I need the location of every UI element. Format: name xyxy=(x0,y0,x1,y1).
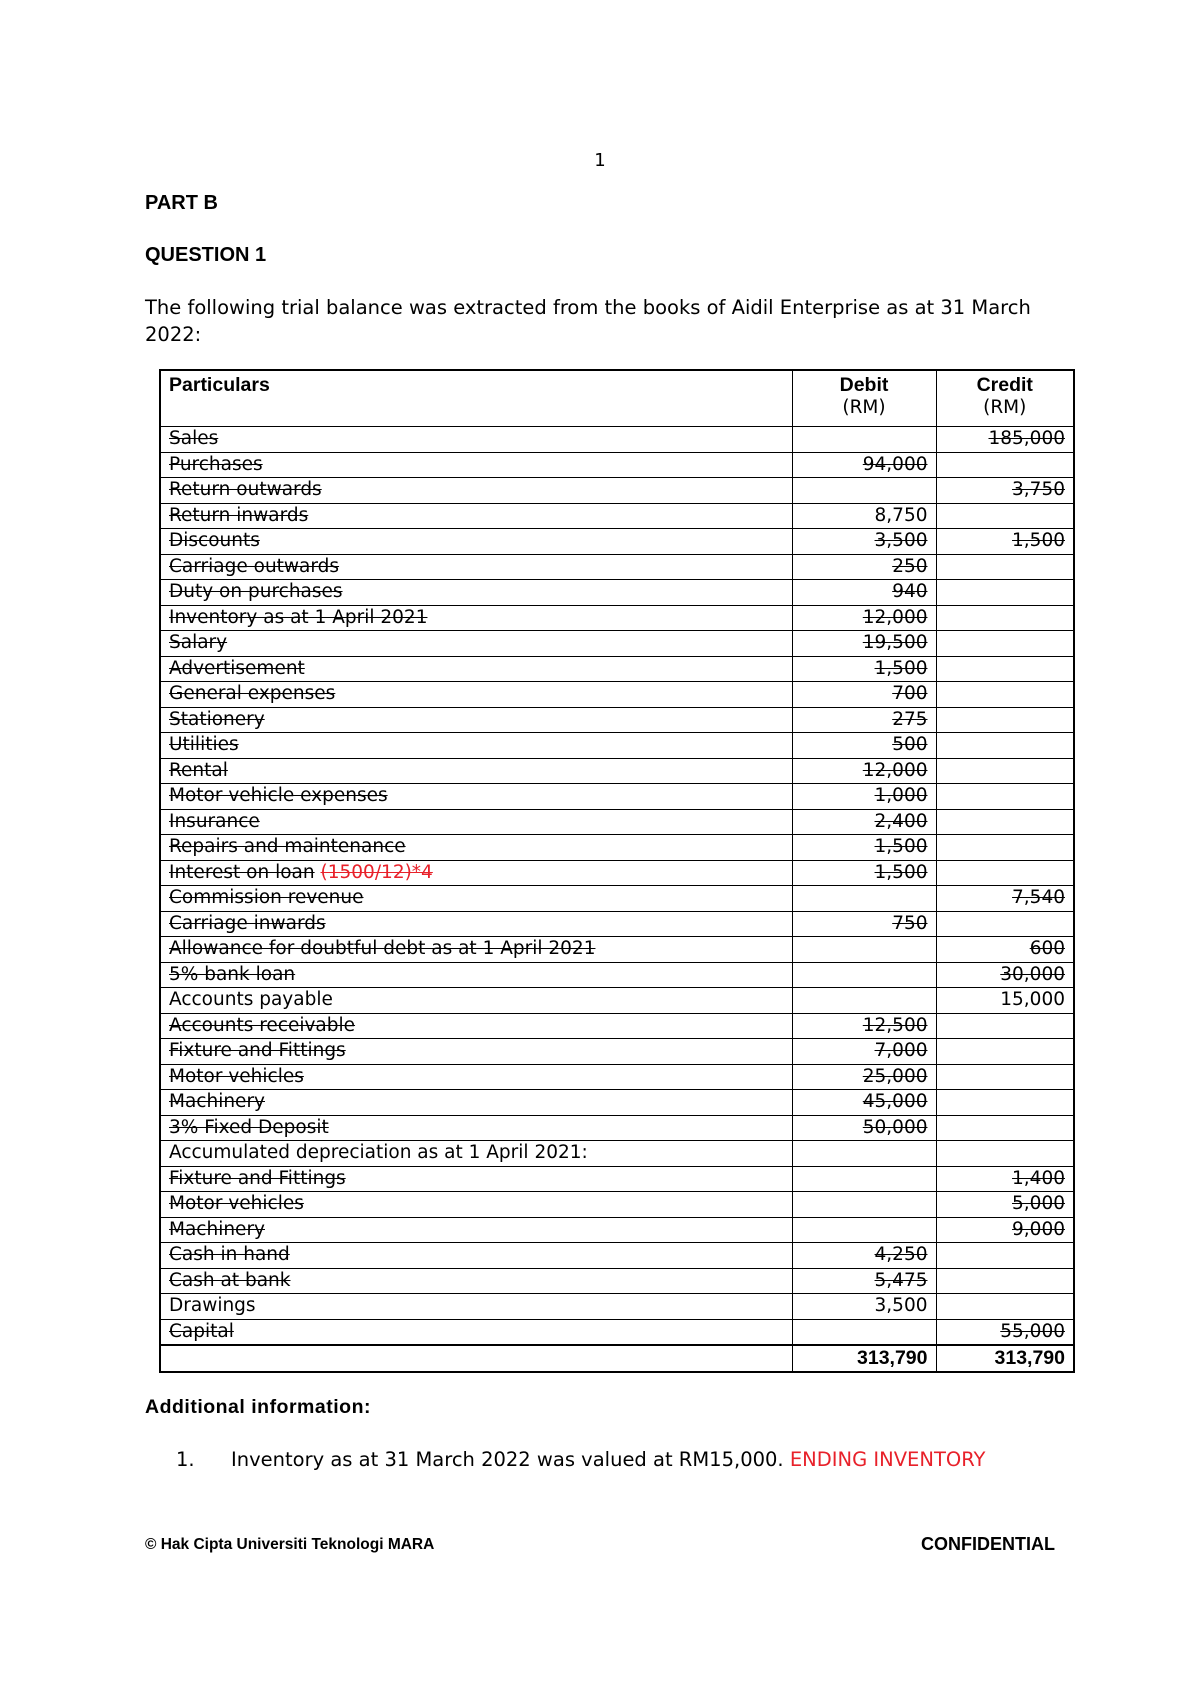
particular-text: 5% bank loan xyxy=(169,963,296,985)
credit-cell xyxy=(936,1243,1074,1269)
table-row xyxy=(160,1319,1074,1345)
debit-cell xyxy=(792,1294,936,1320)
credit-value: 1,500 xyxy=(1012,530,1065,552)
question-heading: QUESTION 1 xyxy=(145,244,267,266)
debit-cell xyxy=(792,1319,936,1345)
total-label-cell xyxy=(160,1345,792,1372)
particular-cell xyxy=(160,1268,792,1294)
table-row xyxy=(160,1217,1074,1243)
particular-text: Accounts receivable xyxy=(169,1014,356,1036)
debit-value: 2,400 xyxy=(874,810,928,832)
particular-text: Repairs and maintenance xyxy=(169,836,406,858)
credit-cell xyxy=(936,427,1074,453)
table-row xyxy=(160,886,1074,912)
header-debit xyxy=(792,370,936,427)
table-row xyxy=(160,758,1074,784)
credit-value: 15,000 xyxy=(1000,989,1065,1011)
credit-cell xyxy=(936,529,1074,555)
debit-value: 3,500 xyxy=(874,530,928,552)
debit-cell xyxy=(792,605,936,631)
credit-cell xyxy=(936,631,1074,657)
credit-cell xyxy=(936,554,1074,580)
debit-cell xyxy=(792,937,936,963)
debit-cell xyxy=(792,554,936,580)
particular-text: Motor vehicle expenses xyxy=(169,785,388,807)
credit-cell xyxy=(936,1268,1074,1294)
debit-value: 5,475 xyxy=(874,1269,928,1291)
particular-cell xyxy=(160,1090,792,1116)
particular-cell xyxy=(160,452,792,478)
debit-cell xyxy=(792,1192,936,1218)
particular-cell xyxy=(160,1166,792,1192)
credit-cell xyxy=(936,962,1074,988)
particular-cell xyxy=(160,656,792,682)
debit-value: 25,000 xyxy=(862,1065,928,1087)
particular-text: Carriage inwards xyxy=(169,912,326,934)
particular-cell xyxy=(160,1192,792,1218)
table-body xyxy=(160,427,1074,1346)
table-row xyxy=(160,937,1074,963)
particular-cell xyxy=(160,1039,792,1065)
credit-value: 3,750 xyxy=(1012,479,1065,501)
debit-cell xyxy=(792,809,936,835)
particular-cell xyxy=(160,631,792,657)
header-credit-label: Credit xyxy=(976,374,1033,396)
particular-text: Accounts payable xyxy=(169,989,333,1011)
particular-cell xyxy=(160,860,792,886)
table-row xyxy=(160,529,1074,555)
credit-cell xyxy=(936,860,1074,886)
table-row xyxy=(160,631,1074,657)
particular-cell xyxy=(160,427,792,453)
debit-cell xyxy=(792,1090,936,1116)
debit-value: 7,000 xyxy=(874,1040,928,1062)
particular-cell xyxy=(160,809,792,835)
particular-text: Commission revenue xyxy=(169,887,364,909)
particular-text: Cash in hand xyxy=(169,1244,290,1266)
particular-cell xyxy=(160,1141,792,1167)
particular-text: Drawings xyxy=(169,1295,256,1317)
particular-cell xyxy=(160,682,792,708)
debit-cell xyxy=(792,503,936,529)
particular-text: Fixture and Fittings xyxy=(169,1167,346,1189)
credit-cell xyxy=(936,1039,1074,1065)
particular-text: Return outwards xyxy=(169,479,322,501)
particular-cell xyxy=(160,784,792,810)
table-row xyxy=(160,1090,1074,1116)
table-header-row xyxy=(160,370,1074,427)
particular-annotation: (1500/12)*4 xyxy=(320,861,433,883)
trial-balance-table xyxy=(159,369,1075,1373)
debit-cell xyxy=(792,1013,936,1039)
credit-value: 55,000 xyxy=(1000,1320,1065,1342)
debit-value: 250 xyxy=(892,555,928,577)
particular-cell xyxy=(160,554,792,580)
particular-text: Salary xyxy=(169,632,228,654)
debit-value: 1,500 xyxy=(874,861,928,883)
debit-cell xyxy=(792,529,936,555)
header-debit-unit: (RM) xyxy=(842,397,886,418)
table-row xyxy=(160,784,1074,810)
table-row xyxy=(160,733,1074,759)
credit-cell xyxy=(936,886,1074,912)
debit-cell xyxy=(792,1268,936,1294)
table-row xyxy=(160,988,1074,1014)
debit-value: 12,000 xyxy=(862,759,928,781)
debit-cell xyxy=(792,860,936,886)
credit-value: 5,000 xyxy=(1012,1193,1065,1215)
debit-value: 500 xyxy=(892,734,928,756)
table-row xyxy=(160,707,1074,733)
credit-cell xyxy=(936,1115,1074,1141)
particular-cell xyxy=(160,962,792,988)
header-particulars xyxy=(160,370,792,427)
debit-cell xyxy=(792,631,936,657)
debit-cell xyxy=(792,1166,936,1192)
credit-cell xyxy=(936,1166,1074,1192)
particular-text: Advertisement xyxy=(169,657,305,679)
table-row xyxy=(160,1039,1074,1065)
debit-cell xyxy=(792,988,936,1014)
debit-value: 275 xyxy=(892,708,928,730)
header-particulars-label: Particulars xyxy=(169,374,270,396)
debit-value: 1,500 xyxy=(874,657,928,679)
credit-cell xyxy=(936,682,1074,708)
table-row xyxy=(160,605,1074,631)
table-row xyxy=(160,835,1074,861)
credit-value: 7,540 xyxy=(1012,887,1065,909)
debit-cell xyxy=(792,656,936,682)
debit-value: 700 xyxy=(892,683,928,705)
table-row xyxy=(160,580,1074,606)
table-row xyxy=(160,809,1074,835)
header-debit-label: Debit xyxy=(839,374,889,396)
particular-cell xyxy=(160,988,792,1014)
debit-value: 50,000 xyxy=(862,1116,928,1138)
table-row xyxy=(160,682,1074,708)
credit-cell xyxy=(936,758,1074,784)
credit-cell xyxy=(936,1064,1074,1090)
intro-paragraph: The following trial balance was extracted from the books of Aidil Enterprise as at 31 March 2022: xyxy=(145,296,1031,346)
particular-cell xyxy=(160,937,792,963)
table-row xyxy=(160,1013,1074,1039)
credit-cell xyxy=(936,835,1074,861)
footer-copyright: © Hak Cipta Universiti Teknologi MARA xyxy=(145,1536,435,1553)
table-row xyxy=(160,1192,1074,1218)
debit-value: 8,750 xyxy=(874,504,928,526)
particular-text: Motor vehicles xyxy=(169,1065,304,1087)
credit-cell xyxy=(936,911,1074,937)
list-item xyxy=(231,1448,985,1471)
debit-cell xyxy=(792,1141,936,1167)
particular-cell xyxy=(160,1243,792,1269)
particular-cell xyxy=(160,580,792,606)
debit-cell xyxy=(792,733,936,759)
table-row xyxy=(160,656,1074,682)
credit-cell xyxy=(936,1013,1074,1039)
debit-cell xyxy=(792,911,936,937)
debit-cell xyxy=(792,452,936,478)
credit-value: 1,400 xyxy=(1012,1167,1065,1189)
table-row xyxy=(160,962,1074,988)
credit-cell xyxy=(936,605,1074,631)
credit-value: 185,000 xyxy=(988,428,1065,450)
particular-text: Fixture and Fittings xyxy=(169,1040,346,1062)
total-row xyxy=(160,1345,1074,1372)
total-credit: 313,790 xyxy=(936,1345,1074,1372)
credit-value: 30,000 xyxy=(1000,963,1065,985)
credit-cell xyxy=(936,733,1074,759)
debit-cell xyxy=(792,682,936,708)
particular-text: Inventory as at 1 April 2021 xyxy=(169,606,428,628)
credit-cell xyxy=(936,478,1074,504)
credit-cell xyxy=(936,580,1074,606)
credit-cell xyxy=(936,656,1074,682)
debit-cell xyxy=(792,1115,936,1141)
credit-cell xyxy=(936,1192,1074,1218)
particular-cell xyxy=(160,911,792,937)
total-debit: 313,790 xyxy=(792,1345,936,1372)
table-row xyxy=(160,1268,1074,1294)
credit-cell xyxy=(936,1090,1074,1116)
credit-cell xyxy=(936,452,1074,478)
particular-cell xyxy=(160,1013,792,1039)
particular-text: Insurance xyxy=(169,810,260,832)
list-item-text: Inventory as at 31 March 2022 was valued at RM15,000. xyxy=(231,1448,784,1471)
particular-text: Stationery xyxy=(169,708,265,730)
debit-cell xyxy=(792,707,936,733)
table-row xyxy=(160,1115,1074,1141)
particular-cell xyxy=(160,733,792,759)
particular-text: Capital xyxy=(169,1320,234,1342)
header-credit-unit: (RM) xyxy=(983,397,1027,418)
part-heading: PART B xyxy=(145,192,218,214)
debit-cell xyxy=(792,1243,936,1269)
table-row xyxy=(160,1243,1074,1269)
particular-text: General expenses xyxy=(169,683,336,705)
particular-cell xyxy=(160,605,792,631)
header-credit xyxy=(936,370,1074,427)
credit-cell xyxy=(936,937,1074,963)
debit-cell xyxy=(792,1064,936,1090)
table-row xyxy=(160,427,1074,453)
debit-value: 750 xyxy=(892,912,928,934)
particular-cell xyxy=(160,707,792,733)
particular-text: Accumulated depreciation as at 1 April 2021: xyxy=(169,1142,588,1164)
debit-value: 12,000 xyxy=(862,606,928,628)
credit-value: 9,000 xyxy=(1012,1218,1065,1240)
debit-value: 94,000 xyxy=(862,453,928,475)
table-row xyxy=(160,860,1074,886)
debit-cell xyxy=(792,427,936,453)
debit-cell xyxy=(792,1217,936,1243)
particular-text: Return inwards xyxy=(169,504,309,526)
credit-cell xyxy=(936,1319,1074,1345)
debit-cell xyxy=(792,886,936,912)
particular-text: Cash at bank xyxy=(169,1269,291,1291)
footer-confidential: CONFIDENTIAL xyxy=(921,1534,1055,1554)
credit-cell xyxy=(936,1217,1074,1243)
additional-information-heading: Additional information: xyxy=(145,1396,371,1418)
particular-cell xyxy=(160,1319,792,1345)
particular-cell xyxy=(160,1294,792,1320)
debit-cell xyxy=(792,835,936,861)
credit-cell xyxy=(936,809,1074,835)
particular-text: Utilities xyxy=(169,734,239,756)
debit-cell xyxy=(792,962,936,988)
particular-text: Interest on loan xyxy=(169,861,315,883)
table-row xyxy=(160,478,1074,504)
particular-text: Motor vehicles xyxy=(169,1193,304,1215)
debit-cell xyxy=(792,784,936,810)
credit-cell xyxy=(936,784,1074,810)
particular-cell xyxy=(160,478,792,504)
credit-cell xyxy=(936,988,1074,1014)
table-row xyxy=(160,911,1074,937)
table-row xyxy=(160,1166,1074,1192)
particular-text: Rental xyxy=(169,759,228,781)
particular-text: Machinery xyxy=(169,1218,265,1240)
particular-cell xyxy=(160,1217,792,1243)
particular-text: Duty on purchases xyxy=(169,581,343,603)
table-row xyxy=(160,452,1074,478)
particular-cell xyxy=(160,835,792,861)
particular-cell xyxy=(160,1115,792,1141)
particular-text: Machinery xyxy=(169,1091,265,1113)
table-row xyxy=(160,1141,1074,1167)
debit-value: 3,500 xyxy=(874,1295,928,1317)
credit-cell xyxy=(936,1294,1074,1320)
particular-text: Purchases xyxy=(169,453,263,475)
particular-text: 3% Fixed Deposit xyxy=(169,1116,329,1138)
credit-value: 600 xyxy=(1029,938,1065,960)
debit-value: 1,000 xyxy=(874,785,928,807)
particular-cell xyxy=(160,886,792,912)
debit-value: 940 xyxy=(892,581,928,603)
debit-cell xyxy=(792,580,936,606)
particular-text: Allowance for doubtful debt as at 1 April 2021 xyxy=(169,938,596,960)
debit-value: 12,500 xyxy=(862,1014,928,1036)
credit-cell xyxy=(936,503,1074,529)
debit-cell xyxy=(792,478,936,504)
page-number: 1 xyxy=(594,150,606,171)
debit-value: 19,500 xyxy=(862,632,928,654)
particular-text: Sales xyxy=(169,428,219,450)
debit-value: 1,500 xyxy=(874,836,928,858)
credit-cell xyxy=(936,1141,1074,1167)
table-row xyxy=(160,1294,1074,1320)
particular-cell xyxy=(160,503,792,529)
particular-cell xyxy=(160,758,792,784)
particular-text: Discounts xyxy=(169,530,260,552)
particular-text: Carriage outwards xyxy=(169,555,340,577)
debit-value: 45,000 xyxy=(862,1091,928,1113)
table-row xyxy=(160,1064,1074,1090)
particular-cell xyxy=(160,529,792,555)
debit-value: 4,250 xyxy=(874,1244,928,1266)
debit-cell xyxy=(792,758,936,784)
credit-cell xyxy=(936,707,1074,733)
list-item-annotation: ENDING INVENTORY xyxy=(789,1448,986,1471)
particular-cell xyxy=(160,1064,792,1090)
list-item-number: 1. xyxy=(176,1448,195,1471)
debit-cell xyxy=(792,1039,936,1065)
table-row xyxy=(160,503,1074,529)
table-row xyxy=(160,554,1074,580)
